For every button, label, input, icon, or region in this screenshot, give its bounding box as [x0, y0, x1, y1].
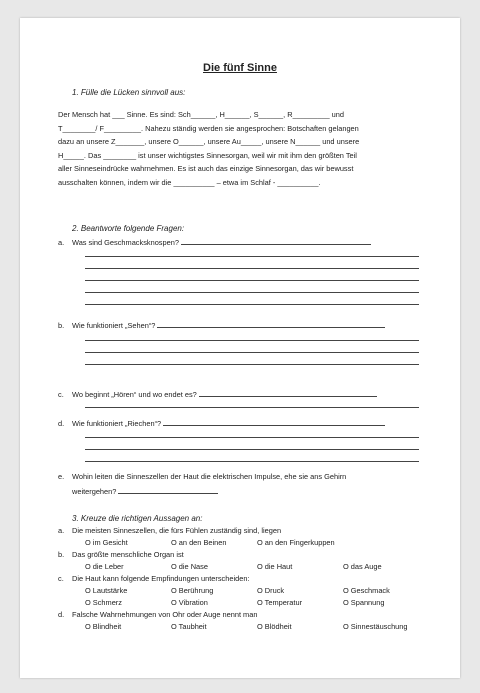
worksheet-page [20, 18, 460, 678]
checkbox-option[interactable]: O Sinnestäuschung [343, 622, 408, 631]
answer-line[interactable] [85, 280, 419, 281]
answer-line[interactable] [163, 418, 385, 426]
question-2c: c. Wo beginnt „Hören“ und wo endet es? [58, 389, 438, 399]
section-1-heading: 1. Fülle die Lücken sinnvoll aus: [72, 88, 186, 97]
answer-line[interactable] [85, 292, 419, 293]
checkbox-option[interactable]: O Vibration [171, 598, 208, 607]
answer-line[interactable] [85, 437, 419, 438]
answer-line[interactable] [85, 449, 419, 450]
cloze-line: Der Mensch hat ___ Sinne. Es sind: Sch______, H______, S______, R_________ und [58, 110, 344, 119]
checkbox-option[interactable]: O das Auge [343, 562, 382, 571]
question-3a: a. Die meisten Sinneszellen, die fürs Fühlen zuständig sind, liegen [58, 526, 282, 535]
checkbox-option[interactable]: O Geschmack [343, 586, 390, 595]
question-2b: b. Wie funktioniert „Sehen“? [58, 320, 438, 330]
checkbox-option[interactable]: O an den Beinen [171, 538, 227, 547]
answer-line[interactable] [85, 461, 419, 462]
answer-line[interactable] [85, 352, 419, 353]
question-2e-continued: weitergehen? [72, 486, 452, 496]
answer-line[interactable] [157, 320, 385, 328]
checkbox-option[interactable]: O Druck [257, 586, 285, 595]
checkbox-option[interactable]: O im Gesicht [85, 538, 128, 547]
cloze-line: T________/ F_________. Nahezu ständig werden sie angesprochen: Botschaften gelangen [58, 123, 359, 133]
checkbox-option[interactable]: O die Nase [171, 562, 208, 571]
cloze-line: ausschalten können, indem wir die __________ – etwa im Schlaf - __________. [58, 177, 321, 187]
checkbox-option[interactable]: O Taubheit [171, 622, 207, 631]
checkbox-option[interactable]: O Spannung [343, 598, 385, 607]
answer-line[interactable] [85, 268, 419, 269]
question-2e: e. Wohin leiten die Sinneszellen der Haut die elektrischen Impulse, ehe sie ans Gehirn [58, 472, 347, 481]
section-3-heading: 3. Kreuze die richtigen Aussagen an: [72, 514, 203, 523]
cloze-paragraph [58, 108, 428, 189]
checkbox-option[interactable]: O Blödheit [257, 622, 292, 631]
section-2-heading: 2. Beantworte folgende Fragen: [72, 224, 185, 233]
answer-line[interactable] [85, 256, 419, 257]
answer-line[interactable] [85, 364, 419, 365]
answer-line[interactable] [85, 304, 419, 305]
checkbox-option[interactable]: O Blindheit [85, 622, 122, 631]
question-3c: c. Die Haut kann folgende Empfindungen unterscheiden: [58, 574, 250, 583]
question-2a: a. Was sind Geschmacksknospen? [58, 237, 438, 247]
checkbox-option[interactable]: O Schmerz [85, 598, 122, 607]
checkbox-option[interactable]: O an den Fingerkuppen [257, 538, 335, 547]
answer-line[interactable] [118, 486, 218, 494]
cloze-line: aller Sinneseindrücke wahrnehmen. Es ist auch das einzige Sinnesorgan, das wir bewusst [58, 164, 354, 173]
checkbox-option[interactable]: O Lautstärke [85, 586, 128, 595]
checkbox-option[interactable]: O die Leber [85, 562, 124, 571]
question-2d: d. Wie funktioniert „Riechen“? [58, 418, 438, 428]
question-3b: b. Das größte menschliche Organ ist [58, 550, 184, 559]
answer-line[interactable] [85, 407, 419, 408]
answer-line[interactable] [199, 389, 377, 397]
answer-line[interactable] [85, 340, 419, 341]
question-3d: d. Falsche Wahrnehmungen von Ohr oder Auge nennt man [58, 610, 258, 619]
page-title: Die fünf Sinne [203, 62, 277, 74]
cloze-line: dazu an unsere Z_______, unsere O______, unsere Au_____, unsere N______ und unsere [58, 137, 360, 146]
checkbox-option[interactable]: O Temperatur [257, 598, 303, 607]
cloze-line: H_____. Das ________ ist unser wichtigstes Sinnesorgan, weil wir mit ihm den größten Teil [58, 150, 357, 160]
checkbox-option[interactable]: O die Haut [257, 562, 293, 571]
checkbox-option[interactable]: O Berührung [171, 586, 214, 595]
answer-line[interactable] [181, 237, 371, 245]
